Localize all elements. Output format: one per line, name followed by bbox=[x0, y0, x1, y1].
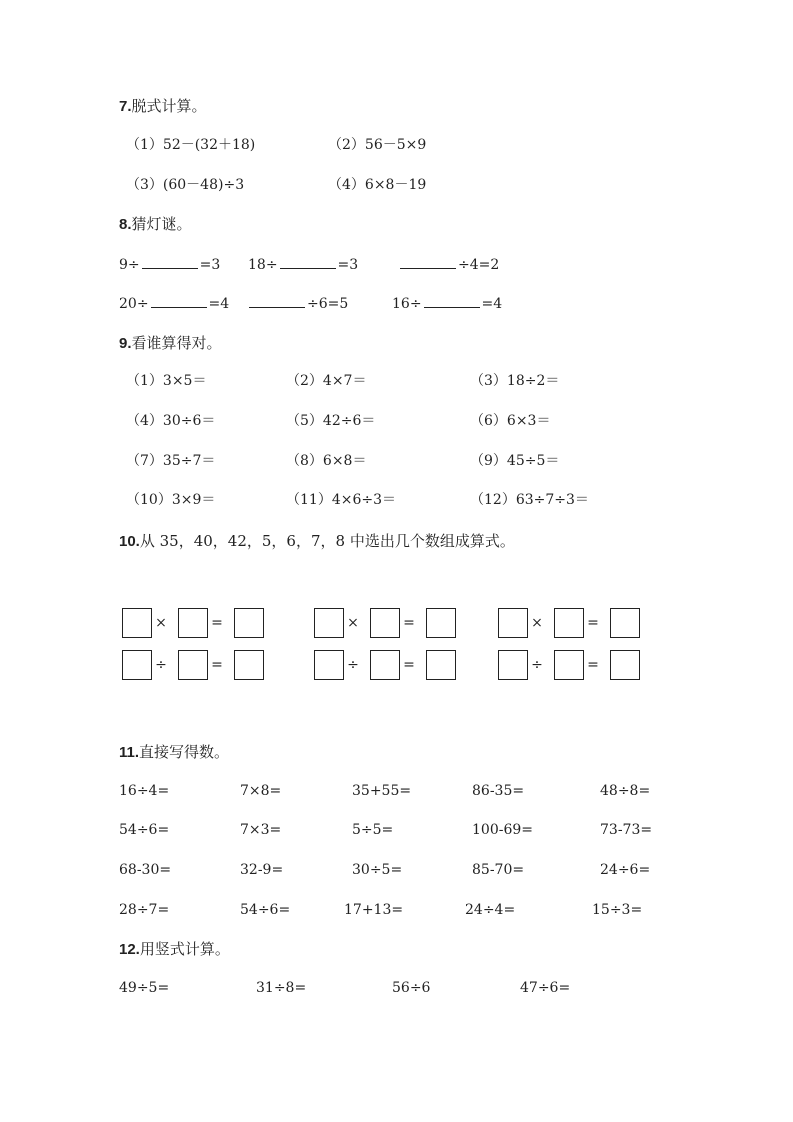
q8-heading bbox=[119, 214, 192, 235]
riddle-suffix: ÷4=2 bbox=[458, 257, 500, 273]
riddle-prefix: 20÷ bbox=[119, 296, 149, 312]
riddle-suffix: =3 bbox=[199, 257, 221, 273]
q9-item: （11）4×6÷3＝ bbox=[286, 492, 396, 508]
q11-item: 28÷7= bbox=[119, 902, 170, 918]
q10-heading bbox=[119, 531, 515, 552]
q7-heading bbox=[119, 96, 207, 117]
multiply-sign: × bbox=[155, 615, 167, 631]
q12-number: 12. bbox=[119, 941, 140, 958]
answer-blank[interactable] bbox=[151, 293, 207, 308]
q7-title: 脱式计算。 bbox=[131, 97, 207, 115]
answer-box[interactable] bbox=[314, 650, 344, 680]
riddle-suffix: =4 bbox=[208, 296, 230, 312]
q10-number: 10. bbox=[119, 533, 140, 550]
q11-item: 7×3= bbox=[240, 822, 282, 838]
answer-box[interactable] bbox=[498, 650, 528, 680]
q11-item: 30÷5= bbox=[352, 862, 403, 878]
answer-box[interactable] bbox=[234, 608, 264, 638]
answer-box[interactable] bbox=[610, 608, 640, 638]
equals-sign: = bbox=[211, 615, 223, 631]
q9-item: （12）63÷7÷3＝ bbox=[470, 492, 589, 508]
answer-box[interactable] bbox=[426, 650, 456, 680]
q11-item: 86-35= bbox=[472, 783, 525, 799]
answer-box[interactable] bbox=[178, 608, 208, 638]
riddle-item bbox=[119, 293, 229, 314]
answer-box[interactable] bbox=[314, 608, 344, 638]
answer-box[interactable] bbox=[426, 608, 456, 638]
equals-sign: = bbox=[587, 657, 599, 673]
q11-item: 54÷6= bbox=[240, 902, 291, 918]
answer-box[interactable] bbox=[370, 608, 400, 638]
q9-item: （2）4×7＝ bbox=[286, 373, 367, 389]
riddle-suffix: ÷6=5 bbox=[307, 296, 349, 312]
q12-heading bbox=[119, 939, 230, 960]
divide-sign: ÷ bbox=[347, 657, 359, 673]
q9-item: （6）6×3＝ bbox=[470, 413, 551, 429]
q12-item: 49÷5= bbox=[119, 980, 170, 996]
answer-box[interactable] bbox=[554, 608, 584, 638]
answer-blank[interactable] bbox=[424, 293, 480, 308]
riddle-prefix: 9÷ bbox=[119, 257, 140, 273]
q9-item: （8）6×8＝ bbox=[286, 453, 367, 469]
answer-box[interactable] bbox=[234, 650, 264, 680]
q11-item: 54÷6= bbox=[119, 822, 170, 838]
answer-blank[interactable] bbox=[280, 254, 336, 269]
q11-item: 15÷3= bbox=[592, 902, 643, 918]
q9-item: （10）3×9＝ bbox=[126, 492, 216, 508]
q10-title: 从 35，40，42，5，6，7，8 中选出几个数组成算式。 bbox=[139, 532, 515, 550]
equals-sign: = bbox=[587, 615, 599, 631]
answer-blank[interactable] bbox=[400, 254, 456, 269]
riddle-suffix: =4 bbox=[481, 296, 503, 312]
riddle-prefix: 16÷ bbox=[392, 296, 422, 312]
q9-item: （9）45÷5＝ bbox=[470, 453, 560, 469]
q11-number: 11. bbox=[119, 744, 140, 761]
q7-item: （3）(60－48)÷3 bbox=[126, 177, 245, 193]
q9-item: （5）42÷6＝ bbox=[286, 413, 376, 429]
q11-item: 16÷4= bbox=[119, 783, 170, 799]
divide-sign: ÷ bbox=[155, 657, 167, 673]
answer-box[interactable] bbox=[498, 608, 528, 638]
q7-item: （2）56－5×9 bbox=[328, 137, 427, 153]
answer-box[interactable] bbox=[122, 650, 152, 680]
q7-item: （1）52－(32＋18) bbox=[126, 137, 256, 153]
q11-item: 24÷4= bbox=[465, 902, 516, 918]
q9-title: 看谁算得对。 bbox=[131, 334, 222, 352]
q11-item: 48÷8= bbox=[600, 783, 651, 799]
q9-number: 9. bbox=[119, 335, 132, 352]
multiply-sign: × bbox=[531, 615, 543, 631]
answer-box[interactable] bbox=[554, 650, 584, 680]
q11-item: 100-69= bbox=[472, 822, 533, 838]
divide-sign: ÷ bbox=[531, 657, 543, 673]
q9-item: （1）3×5＝ bbox=[126, 373, 207, 389]
q8-title: 猜灯谜。 bbox=[131, 215, 192, 233]
answer-box[interactable] bbox=[122, 608, 152, 638]
q12-item: 56÷6 bbox=[392, 980, 431, 996]
q11-item: 17+13= bbox=[344, 902, 404, 918]
q11-heading bbox=[119, 742, 229, 763]
q12-item: 31÷8= bbox=[256, 980, 307, 996]
q11-item: 24÷6= bbox=[600, 862, 651, 878]
answer-blank[interactable] bbox=[249, 293, 305, 308]
riddle-item bbox=[398, 254, 499, 275]
answer-box[interactable] bbox=[178, 650, 208, 680]
answer-box[interactable] bbox=[370, 650, 400, 680]
q11-title: 直接写得数。 bbox=[139, 743, 230, 761]
equals-sign: = bbox=[403, 615, 415, 631]
q9-heading bbox=[119, 333, 222, 354]
equals-sign: = bbox=[211, 657, 223, 673]
riddle-item bbox=[119, 254, 220, 275]
q9-item: （4）30÷6＝ bbox=[126, 413, 216, 429]
q7-number: 7. bbox=[119, 98, 132, 115]
q8-number: 8. bbox=[119, 216, 132, 233]
q7-item: （4）6×8－19 bbox=[328, 177, 427, 193]
riddle-prefix: 18÷ bbox=[248, 257, 278, 273]
q12-item: 47÷6= bbox=[520, 980, 571, 996]
answer-blank[interactable] bbox=[142, 254, 198, 269]
riddle-item bbox=[392, 293, 502, 314]
q11-item: 73-73= bbox=[600, 822, 653, 838]
q11-item: 5÷5= bbox=[352, 822, 394, 838]
answer-box[interactable] bbox=[610, 650, 640, 680]
q11-item: 32-9= bbox=[240, 862, 284, 878]
q11-item: 7×8= bbox=[240, 783, 282, 799]
equals-sign: = bbox=[403, 657, 415, 673]
q9-item: （7）35÷7＝ bbox=[126, 453, 216, 469]
q9-item: （3）18÷2＝ bbox=[470, 373, 560, 389]
q11-item: 85-70= bbox=[472, 862, 525, 878]
riddle-item bbox=[247, 293, 348, 314]
riddle-item bbox=[248, 254, 358, 275]
q12-title: 用竖式计算。 bbox=[139, 940, 230, 958]
riddle-suffix: =3 bbox=[337, 257, 359, 273]
q11-item: 35+55= bbox=[352, 783, 412, 799]
q11-item: 68-30= bbox=[119, 862, 172, 878]
multiply-sign: × bbox=[347, 615, 359, 631]
